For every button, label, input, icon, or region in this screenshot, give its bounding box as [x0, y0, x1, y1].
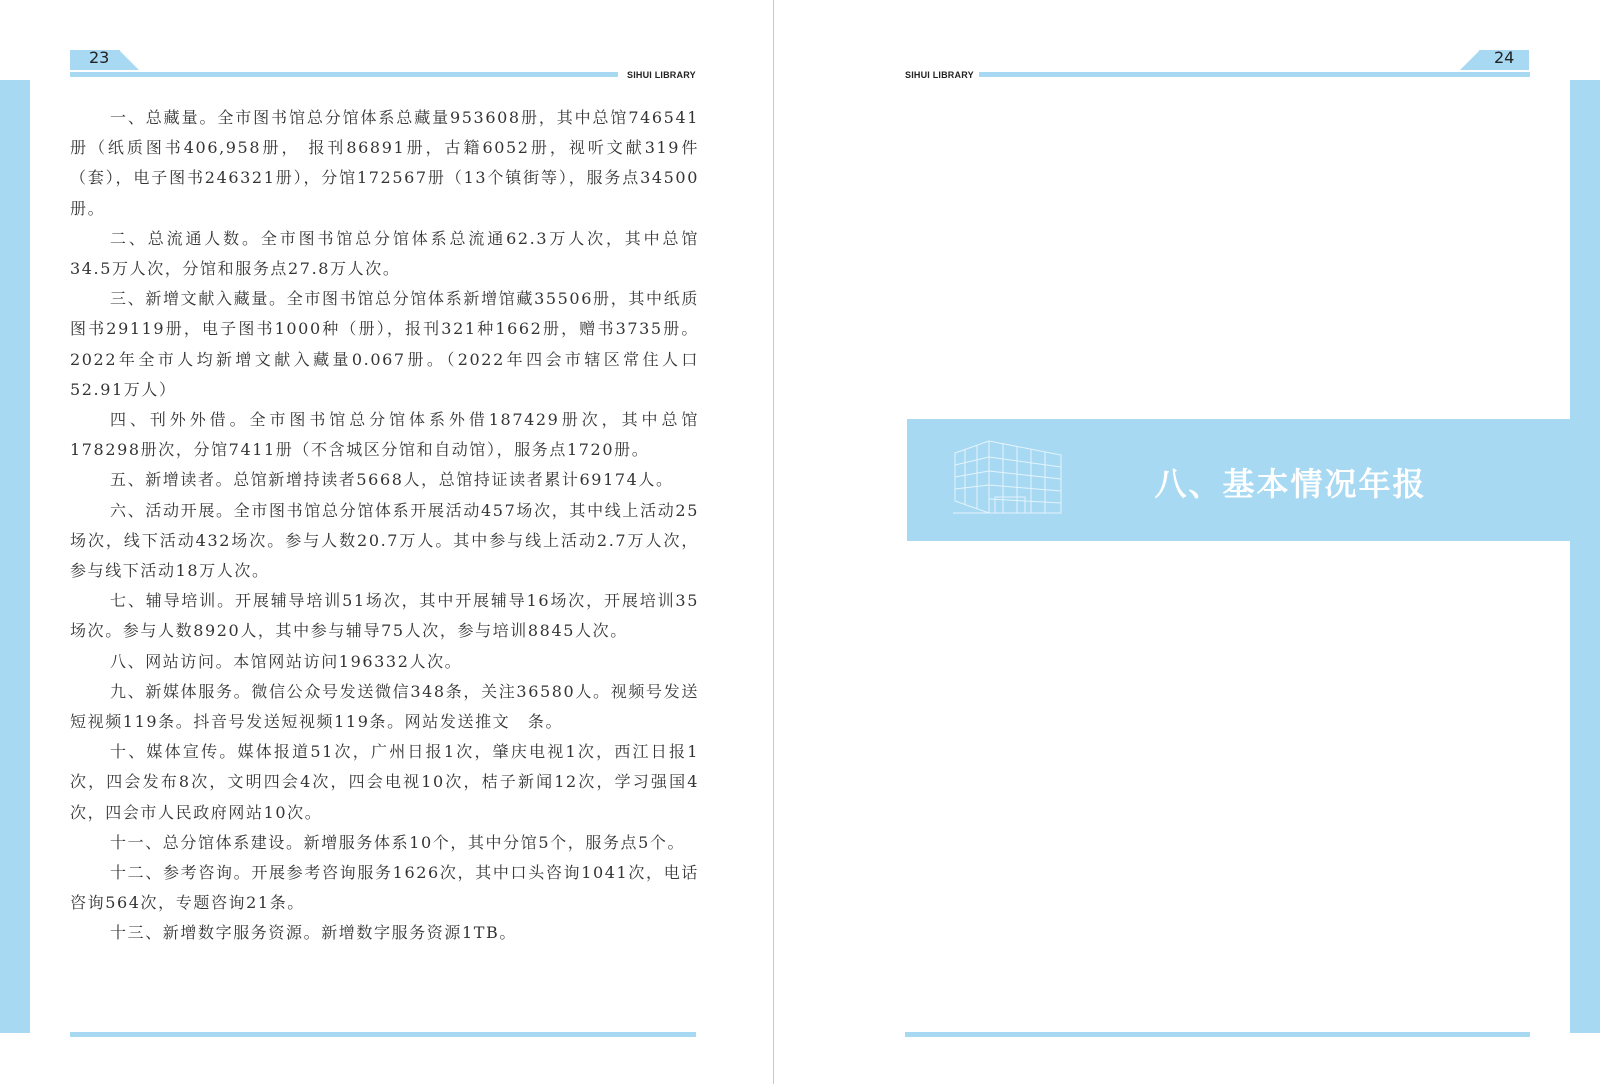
page-gutter — [773, 0, 826, 1084]
section-banner — [907, 419, 1574, 541]
paragraph: 十一、总分馆体系建设。新增服务体系10个，其中分馆5个，服务点5个。 — [110, 832, 686, 852]
header-rule — [70, 72, 618, 77]
paragraph: 十二、参考咨询。开展参考咨询服务1626次，其中口头咨询1041次，电话咨询564次，专题咨询21条。 — [70, 863, 699, 913]
paragraph: 十三、新增数字服务资源。新增数字服务资源1TB。 — [110, 923, 518, 943]
paragraph: 三、新增文献入藏量。全市图书馆总分馆体系新增馆藏35506册，其中纸质图书29119册，电子图书1000种（册），报刊321种1662册，赠书3735册。2022年全市人均新增文献入藏量0.067册。（2022年四会市辖区常住人口52.91万人） — [70, 289, 699, 399]
page-number-tab-slant — [1460, 50, 1480, 70]
section-title: 八、基本情况年报 — [1154, 465, 1427, 503]
body-text — [70, 103, 699, 949]
footer-rule — [70, 1032, 696, 1037]
left-page — [0, 0, 773, 1084]
header-label: SIHUI LIBRARY — [627, 70, 696, 80]
paragraph: 六、活动开展。全市图书馆总分馆体系开展活动457场次，其中线上活动25场次，线下活动432场次。参与人数20.7万人。其中参与线上活动2.7万人次，参与线下活动18万人次。 — [70, 500, 699, 581]
page-number: 24 — [1494, 48, 1515, 67]
header-rule — [979, 72, 1530, 77]
paragraph: 一、总藏量。全市图书馆总分馆体系总藏量953608册，其中总馆746541册（纸质图书406,958册， 报刊86891册，古籍6052册，视听文献319件（套），电子图书246321册），分馆172567册（13个镇街等），服务点34500册。 — [70, 108, 699, 218]
header-label: SIHUI LIBRARY — [905, 70, 974, 80]
paragraph: 九、新媒体服务。微信公众号发送微信348条，关注36580人。视频号发送短视频119条。抖音号发送短视频119条。网站发送推文 条。 — [70, 681, 699, 732]
page-number-tab-slant — [119, 50, 139, 70]
paragraph: 四、刊外外借。全市图书馆总分馆体系外借187429册次，其中总馆178298册次，分馆7411册（不含城区分馆和自动馆），服务点1720册。 — [70, 410, 699, 460]
paragraph: 八、网站访问。本馆网站访问196332人次。 — [110, 651, 463, 671]
right-page — [826, 0, 1600, 1084]
left-side-bar — [0, 80, 30, 1033]
paragraph: 七、辅导培训。开展辅导培训51场次，其中开展辅导16场次，开展培训35场次。参与人数8920人，其中参与辅导75人次，参与培训8845人次。 — [70, 591, 699, 641]
right-side-bar — [1570, 80, 1600, 1033]
page-edge-left — [773, 0, 774, 1084]
paragraph: 十、媒体宣传。媒体报道51次，广州日报1次，肇庆电视1次，西江日报1次，四会发布8次，文明四会4次，四会电视10次，桔子新闻12次，学习强国4次，四会市人民政府网站10次。 — [70, 742, 699, 822]
footer-rule — [905, 1032, 1530, 1037]
paragraph: 二、总流通人数。全市图书馆总分馆体系总流通62.3万人次，其中总馆34.5万人次，分馆和服务点27.8万人次。 — [70, 228, 699, 279]
page-number: 23 — [89, 48, 110, 67]
paragraph: 五、新增读者。总馆新增持读者5668人，总馆持证读者累计69174人。 — [110, 470, 674, 490]
